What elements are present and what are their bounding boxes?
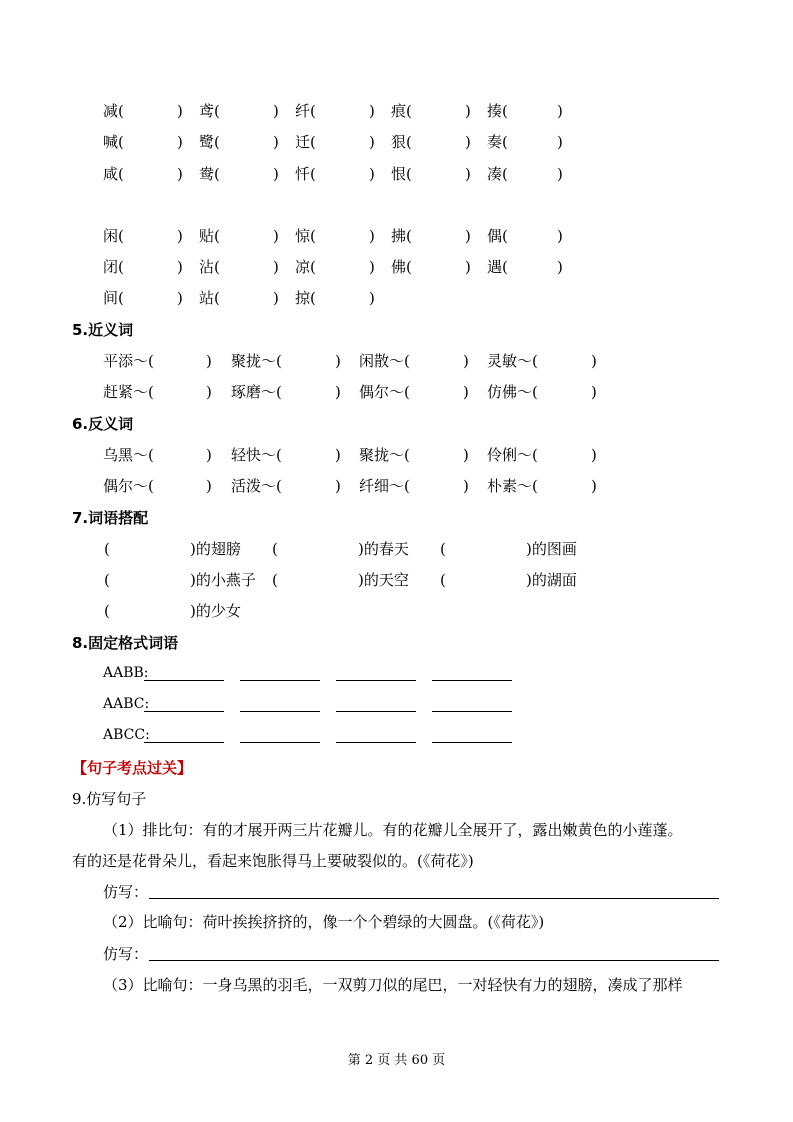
collocation-open: ( [104, 540, 110, 558]
synonym-blank-close: ) [335, 383, 341, 401]
collocation-item: )的春天 [358, 540, 409, 558]
synonym-blank-close: ) [463, 383, 469, 401]
char-item: 喊( [103, 133, 124, 151]
collocation-item: )的少女 [190, 602, 241, 620]
char-item: 偶( [487, 227, 508, 245]
answer-line[interactable] [432, 680, 512, 681]
char-blank-close: ) [273, 227, 279, 245]
antonym-item: 聚拢～( [359, 446, 410, 464]
char-blank-close: ) [465, 258, 471, 276]
answer-line[interactable] [336, 680, 416, 681]
char-item: 间( [103, 289, 124, 307]
char-item: 站( [199, 289, 220, 307]
char-item: 咸( [103, 165, 124, 183]
answer-line[interactable] [432, 742, 512, 743]
antonym-item: 乌黑～( [103, 446, 154, 464]
char-blank-close: ) [557, 102, 563, 120]
synonym-blank-close: ) [206, 352, 212, 370]
synonym-blank-close: ) [591, 383, 597, 401]
format-label-aabb: AABB: [103, 665, 149, 681]
char-item: 凑( [487, 165, 508, 183]
char-blank-close: ) [369, 258, 375, 276]
antonym-item: 轻快～( [231, 446, 282, 464]
collocation-open: ( [104, 602, 110, 620]
char-blank-close: ) [177, 133, 183, 151]
fixed-format-heading: 8.固定格式词语 [72, 634, 179, 652]
char-blank-close: ) [369, 227, 375, 245]
char-blank-close: ) [273, 289, 279, 307]
char-item: 痕( [391, 102, 412, 120]
char-item: 忏( [295, 165, 316, 183]
answer-line[interactable] [240, 711, 320, 712]
imitation-answer-line[interactable] [149, 960, 719, 961]
format-label-abcc: ABCC: [103, 727, 150, 743]
answer-line[interactable] [336, 742, 416, 743]
char-item: 沾( [199, 258, 220, 276]
char-blank-close: ) [369, 165, 375, 183]
char-item: 凉( [295, 258, 316, 276]
char-item: 迁( [295, 133, 316, 151]
answer-line[interactable] [144, 680, 224, 681]
synonym-item: 平添～( [103, 352, 154, 370]
antonym-blank-close: ) [206, 446, 212, 464]
antonym-blank-close: ) [335, 477, 341, 495]
collocation-item: )的图画 [526, 540, 577, 558]
answer-line[interactable] [336, 711, 416, 712]
char-item: 遇( [487, 258, 508, 276]
synonym-item: 聚拢～( [231, 352, 282, 370]
imitate-label: 仿写： [103, 945, 149, 963]
char-item: 减( [103, 102, 124, 120]
char-item: 掠( [295, 289, 316, 307]
synonym-blank-close: ) [591, 352, 597, 370]
char-item: 狠( [391, 133, 412, 151]
char-blank-close: ) [273, 102, 279, 120]
char-blank-close: ) [273, 258, 279, 276]
collocation-item: )的翅膀 [190, 540, 241, 558]
char-blank-close: ) [369, 102, 375, 120]
char-blank-close: ) [177, 165, 183, 183]
collocation-open: ( [440, 540, 446, 558]
collocation-item: )的湖面 [526, 571, 577, 589]
prompt-2: （2）比喻句：荷叶挨挨挤挤的，像一个个碧绿的大圆盘。(《荷花》) [103, 913, 545, 931]
char-blank-close: ) [177, 227, 183, 245]
synonym-item: 琢磨～( [231, 383, 282, 401]
imitation-answer-line[interactable] [149, 898, 719, 899]
char-blank-close: ) [465, 102, 471, 120]
synonym-item: 灵敏～( [487, 352, 538, 370]
antonyms-heading: 6.反义词 [72, 415, 134, 433]
char-item: 奏( [487, 133, 508, 151]
antonym-blank-close: ) [206, 477, 212, 495]
collocation-open: ( [272, 571, 278, 589]
answer-line[interactable] [144, 711, 224, 712]
antonym-blank-close: ) [463, 446, 469, 464]
collocation-open: ( [104, 571, 110, 589]
synonym-item: 偶尔～( [359, 383, 410, 401]
antonym-item: 活泼～( [231, 477, 282, 495]
antonym-blank-close: ) [591, 477, 597, 495]
question-9-title: 9.仿写句子 [72, 790, 147, 808]
antonym-item: 朴素～( [487, 477, 538, 495]
synonym-blank-close: ) [335, 352, 341, 370]
imitate-label: 仿写： [103, 883, 149, 901]
synonym-item: 仿佛～( [487, 383, 538, 401]
char-blank-close: ) [465, 165, 471, 183]
collocation-open: ( [440, 571, 446, 589]
page-number-footer: 第 2 页 共 60 页 [347, 1053, 446, 1068]
char-blank-close: ) [177, 258, 183, 276]
char-item: 鸯( [199, 165, 220, 183]
char-item: 闭( [103, 258, 124, 276]
answer-line[interactable] [240, 680, 320, 681]
collocation-open: ( [272, 540, 278, 558]
char-blank-close: ) [369, 133, 375, 151]
char-item: 闲( [103, 227, 124, 245]
char-item: 鸢( [199, 102, 220, 120]
synonyms-heading: 5.近义词 [72, 321, 134, 339]
antonym-item: 纤细～( [359, 477, 410, 495]
prompt-1-line-2: 有的还是花骨朵儿，看起来饱胀得马上要破裂似的。(《荷花》) [72, 852, 474, 870]
char-blank-close: ) [557, 258, 563, 276]
prompt-1-line-1: （1）排比句：有的才展开两三片花瓣儿。有的花瓣儿全展开了，露出嫩黄色的小莲蓬。 [103, 821, 683, 839]
char-item: 佛( [391, 258, 412, 276]
synonym-blank-close: ) [463, 352, 469, 370]
char-blank-close: ) [557, 133, 563, 151]
char-blank-close: ) [273, 165, 279, 183]
char-blank-close: ) [465, 227, 471, 245]
answer-line[interactable] [240, 742, 320, 743]
char-item: 鹭( [199, 133, 220, 151]
antonym-blank-close: ) [335, 446, 341, 464]
char-blank-close: ) [177, 289, 183, 307]
char-blank-close: ) [177, 102, 183, 120]
char-blank-close: ) [557, 227, 563, 245]
prompt-3: （3）比喻句：一身乌黑的羽毛，一双剪刀似的尾巴，一对轻快有力的翅膀，凑成了那样 [103, 976, 683, 994]
synonym-blank-close: ) [206, 383, 212, 401]
char-blank-close: ) [369, 289, 375, 307]
antonym-item: 伶俐～( [487, 446, 538, 464]
collocation-heading: 7.词语搭配 [72, 509, 149, 527]
synonym-item: 赶紧～( [103, 383, 154, 401]
char-item: 惊( [295, 227, 316, 245]
char-blank-close: ) [465, 133, 471, 151]
char-blank-close: ) [273, 133, 279, 151]
collocation-item: )的小燕子 [190, 571, 256, 589]
synonym-item: 闲散～( [359, 352, 410, 370]
answer-line[interactable] [144, 742, 224, 743]
antonym-blank-close: ) [463, 477, 469, 495]
antonym-blank-close: ) [591, 446, 597, 464]
char-item: 纤( [295, 102, 316, 120]
format-label-aabc: AABC: [103, 696, 150, 712]
answer-line[interactable] [432, 711, 512, 712]
char-item: 揍( [487, 102, 508, 120]
char-blank-close: ) [557, 165, 563, 183]
sentence-section-heading: 【句子考点过关】 [72, 759, 193, 777]
char-item: 贴( [199, 227, 220, 245]
antonym-item: 偶尔～( [103, 477, 154, 495]
char-item: 拂( [391, 227, 412, 245]
collocation-item: )的天空 [358, 571, 409, 589]
char-item: 恨( [391, 165, 412, 183]
